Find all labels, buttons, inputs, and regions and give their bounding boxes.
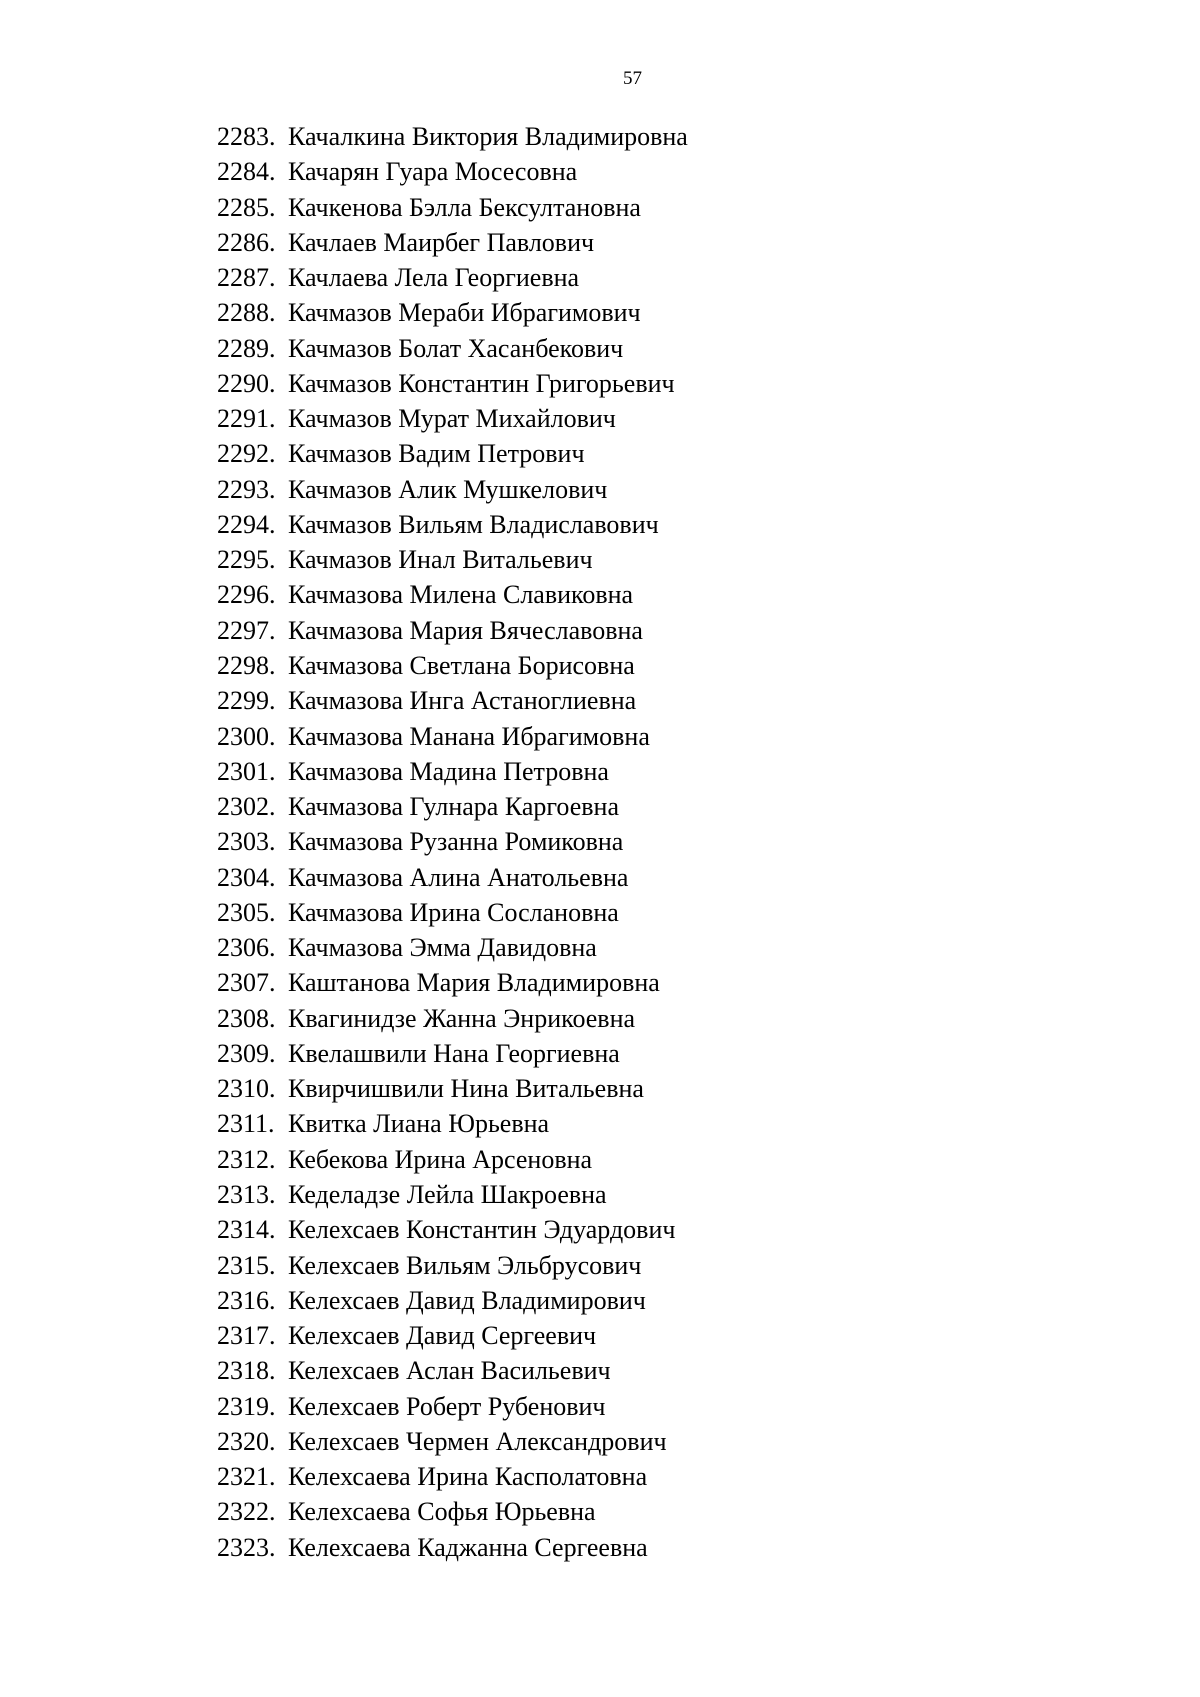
list-item [217, 401, 688, 436]
item-name: Келехсаев Роберт Рубенович [288, 1391, 606, 1421]
list-item [217, 119, 688, 154]
list-item [217, 1283, 688, 1318]
item-name: Кеделадзе Лейла Шакроевна [288, 1179, 607, 1209]
list-item [217, 965, 688, 1000]
item-number: 2314. [217, 1215, 276, 1245]
list-item [217, 613, 688, 648]
item-number: 2289. [217, 333, 276, 363]
item-number: 2300. [217, 721, 276, 751]
item-number: 2308. [217, 1003, 276, 1033]
list-item [217, 190, 688, 225]
list-item [217, 895, 688, 930]
item-number: 2311. [217, 1109, 275, 1139]
item-name: Качлаев Маирбег Павлович [288, 227, 595, 257]
item-name: Качмазова Алина Анатольевна [288, 862, 629, 892]
list-item [217, 789, 688, 824]
item-name: Каштанова Мария Владимировна [288, 968, 660, 998]
item-number: 2286. [217, 227, 276, 257]
item-number: 2292. [217, 439, 276, 469]
list-item [217, 436, 688, 471]
item-number: 2298. [217, 650, 276, 680]
item-number: 2305. [217, 897, 276, 927]
item-name: Качмазова Мадина Петровна [288, 756, 609, 786]
item-name: Качмазов Алик Мушкелович [288, 474, 608, 504]
list-item [217, 154, 688, 189]
item-name: Келехсаева Ирина Касполатовна [288, 1462, 648, 1492]
item-number: 2322. [217, 1497, 276, 1527]
item-number: 2315. [217, 1250, 276, 1280]
list-item [217, 472, 688, 507]
item-number: 2309. [217, 1038, 276, 1068]
list-item [217, 1248, 688, 1283]
item-name: Квагинидзе Жанна Энрикоевна [288, 1003, 636, 1033]
item-name: Качарян Гуара Мосесовна [288, 157, 578, 187]
list-item [217, 1071, 688, 1106]
list-item [217, 860, 688, 895]
item-number: 2317. [217, 1321, 276, 1351]
item-name: Качмазова Гулнара Каргоевна [288, 792, 619, 822]
item-number: 2320. [217, 1426, 276, 1456]
list-item [217, 225, 688, 260]
item-name: Келехсаев Аслан Васильевич [288, 1356, 611, 1386]
item-number: 2302. [217, 792, 276, 822]
item-number: 2294. [217, 509, 276, 539]
list-item [217, 719, 688, 754]
list-item [217, 1212, 688, 1247]
item-number: 2313. [217, 1179, 276, 1209]
item-number: 2291. [217, 404, 276, 434]
item-number: 2319. [217, 1391, 276, 1421]
item-name: Качмазов Вадим Петрович [288, 439, 585, 469]
item-name: Качлаева Лела Георгиевна [288, 263, 580, 293]
item-name: Качмазова Манана Ибрагимовна [288, 721, 650, 751]
item-name: Качмазов Инал Витальевич [288, 545, 593, 575]
item-name: Качмазова Эмма Давидовна [288, 933, 597, 963]
item-number: 2283. [217, 122, 276, 151]
item-number: 2303. [217, 827, 276, 857]
item-number: 2290. [217, 368, 276, 398]
list-item [217, 824, 688, 859]
list-item [217, 1106, 688, 1141]
list-item [217, 1424, 688, 1459]
name-list [217, 119, 688, 1565]
list-item [217, 754, 688, 789]
item-name: Келехсаева Софья Юрьевна [288, 1497, 596, 1527]
list-item [217, 366, 688, 401]
item-name: Качмазова Ирина Сослановна [288, 897, 619, 927]
item-number: 2284. [217, 157, 276, 187]
item-name: Качмазов Вильям Владиславович [288, 509, 659, 539]
item-name: Качмазова Рузанна Ромиковна [288, 827, 624, 857]
list-item [217, 1036, 688, 1071]
item-name: Квитка Лиана Юрьевна [288, 1109, 550, 1139]
item-number: 2297. [217, 615, 276, 645]
item-name: Качмазов Мурат Михайлович [288, 404, 616, 434]
list-item [217, 542, 688, 577]
list-item [217, 930, 688, 965]
list-item [217, 1494, 688, 1529]
item-number: 2293. [217, 474, 276, 504]
item-name: Келехсаева Каджанна Сергеевна [288, 1532, 648, 1562]
item-name: Келехсаев Константин Эдуардович [288, 1215, 676, 1245]
item-number: 2285. [217, 192, 276, 222]
item-number: 2323. [217, 1532, 276, 1562]
item-number: 2288. [217, 298, 276, 328]
item-name: Качмазова Мария Вячеславовна [288, 615, 643, 645]
list-item [217, 1318, 688, 1353]
item-name: Келехсаев Давид Сергеевич [288, 1321, 597, 1351]
item-number: 2307. [217, 968, 276, 998]
list-item [217, 1459, 688, 1494]
list-item [217, 683, 688, 718]
item-name: Качмазова Инга Астаноглиевна [288, 686, 637, 716]
item-number: 2296. [217, 580, 276, 610]
page-number: 57 [623, 68, 642, 89]
list-item [217, 260, 688, 295]
list-item [217, 1389, 688, 1424]
item-number: 2301. [217, 756, 276, 786]
item-name: Келехсаев Вильям Эльбрусович [288, 1250, 642, 1280]
list-item [217, 1353, 688, 1388]
item-name: Квелашвили Нана Георгиевна [288, 1038, 620, 1068]
list-item [217, 507, 688, 542]
item-name: Кебекова Ирина Арсеновна [288, 1144, 593, 1174]
list-item [217, 1142, 688, 1177]
item-name: Качмазов Мераби Ибрагимович [288, 298, 641, 328]
item-name: Качкенова Бэлла Бексултановна [288, 192, 641, 222]
item-number: 2321. [217, 1462, 276, 1492]
item-name: Качмазов Константин Григорьевич [288, 368, 675, 398]
item-number: 2312. [217, 1144, 276, 1174]
item-name: Качмазова Светлана Борисовна [288, 650, 635, 680]
item-number: 2287. [217, 263, 276, 293]
item-name: Келехсаев Чермен Александрович [288, 1426, 667, 1456]
item-name: Качмазов Болат Хасанбекович [288, 333, 624, 363]
item-name: Качмазова Милена Славиковна [288, 580, 634, 610]
list-item [217, 1530, 688, 1565]
list-item [217, 295, 688, 330]
list-item [217, 1177, 688, 1212]
list-item [217, 577, 688, 612]
item-number: 2295. [217, 545, 276, 575]
item-name: Качалкина Виктория Владимировна [288, 122, 688, 151]
item-number: 2299. [217, 686, 276, 716]
list-item [217, 331, 688, 366]
item-number: 2310. [217, 1074, 276, 1104]
item-number: 2304. [217, 862, 276, 892]
item-name: Келехсаев Давид Владимирович [288, 1285, 646, 1315]
item-name: Квирчишвили Нина Витальевна [288, 1074, 644, 1104]
list-item [217, 1001, 688, 1036]
item-number: 2306. [217, 933, 276, 963]
list-item [217, 648, 688, 683]
item-number: 2318. [217, 1356, 276, 1386]
item-number: 2316. [217, 1285, 276, 1315]
